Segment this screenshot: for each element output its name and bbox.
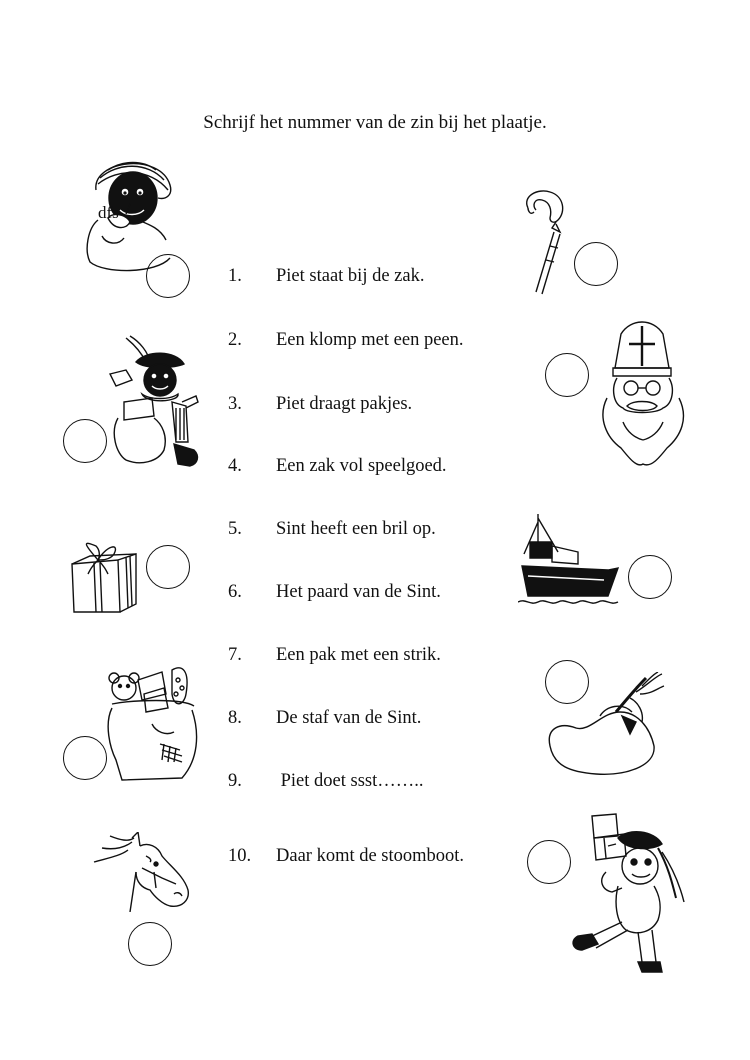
answer-circle[interactable]	[146, 545, 190, 589]
piet-shhh-icon	[78, 150, 178, 275]
toy-sack-icon	[102, 664, 202, 782]
horse-icon	[92, 832, 200, 912]
sentence-2: 2. Een klomp met een peen.	[228, 330, 464, 350]
answer-circle[interactable]	[574, 242, 618, 286]
sentence-10: 10. Daar komt de stoomboot.	[228, 846, 465, 866]
answer-circle[interactable]	[128, 922, 172, 966]
answer-circle[interactable]	[527, 840, 571, 884]
answer-circle[interactable]	[628, 555, 672, 599]
sentence-6: 6. Het paard van de Sint.	[228, 582, 441, 602]
sinterklaas-icon	[597, 318, 689, 468]
handwritten-note: dfs	[98, 203, 119, 222]
sentence-5: 5. Sint heeft een bril op.	[228, 519, 436, 539]
steamboat-icon	[518, 512, 620, 608]
piet-with-sack-icon	[106, 332, 206, 474]
sentence-8: 8. De staf van de Sint.	[228, 708, 422, 728]
answer-circle[interactable]	[63, 419, 107, 463]
sentence-9: 9. Piet doet ssst……..	[228, 771, 424, 791]
staff-icon	[520, 188, 580, 296]
sentence-7: 7. Een pak met een strik.	[228, 645, 441, 665]
sentence-1: 1. Piet staat bij de zak.	[228, 266, 425, 286]
answer-circle[interactable]	[545, 353, 589, 397]
answer-circle[interactable]	[63, 736, 107, 780]
clog-carrot-icon	[546, 672, 666, 778]
gift-icon	[70, 540, 140, 614]
sentence-3: 3. Piet draagt pakjes.	[228, 394, 413, 414]
piet-carrying-gifts-icon	[568, 812, 690, 974]
worksheet-instruction: Schrijf het nummer van de zin bij het plaatje.	[203, 112, 547, 133]
sentence-4: 4. Een zak vol speelgoed.	[228, 456, 447, 476]
